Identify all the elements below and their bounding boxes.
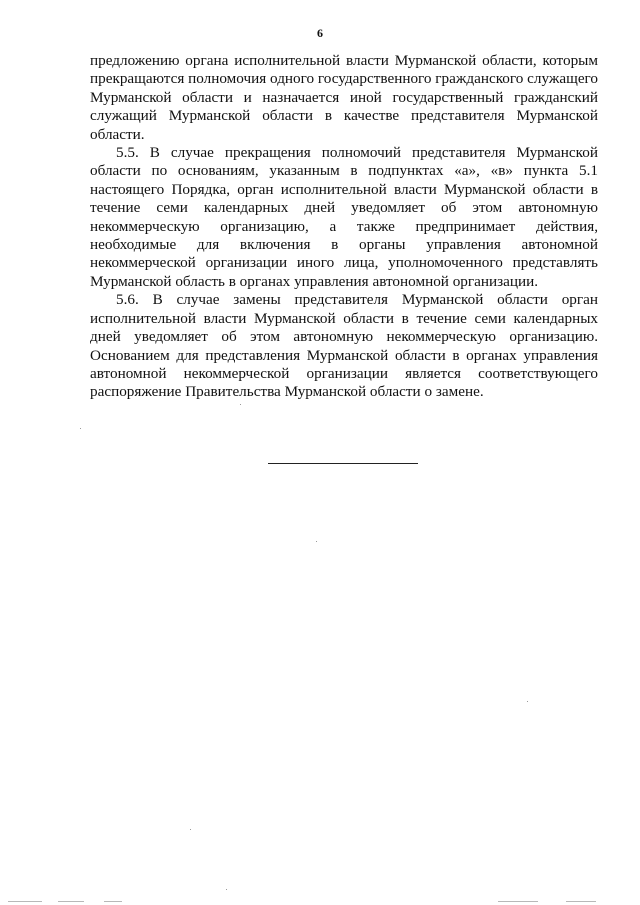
scan-bottom-edge: [0, 899, 640, 905]
scan-speck: [527, 701, 528, 702]
paragraph-5-5: 5.5. В случае прекращения полномочий представителя Мурманской области по основаниям, указанным в подпунктах «а», «в» пункта 5.1 настоящего Порядка, орган исполнительной власти Мурманской области в течение семи календарных дней уведомляет об этом автономную некоммерческую организацию, а также предпринимает действия, необходимые для включения в органы управления автономной некоммерческой организации иного лица, уполномоченного представлять Мурманской область в органах управления автономной организации.: [90, 144, 598, 290]
paragraph-continuation: предложению органа исполнительной власти Мурманской области, которым прекращаются полномочия одного государственного гражданского служащего Мурманской области и назначается иной государственный гражданский служащий Мурманской области в качестве представителя Мурманской области.: [90, 52, 598, 143]
scan-speck: [240, 404, 241, 405]
scan-speck: [190, 829, 191, 830]
end-of-text-rule: [268, 463, 418, 464]
scan-speck: [226, 889, 227, 890]
scan-speck: [316, 541, 317, 542]
paragraph-5-6: 5.6. В случае замены представителя Мурманской области орган исполнительной власти Мурманской области в течение семи календарных дней уведомляет об этом автономную некоммерческую организацию. Основанием для представления Мурманской области в органах управления автономной некоммерческой организации является соответствующего распоряжение Правительства Мурманской области о замене.: [90, 291, 598, 401]
page-number: 6: [317, 26, 323, 40]
scan-speck: [80, 428, 81, 429]
document-body: [90, 52, 598, 402]
